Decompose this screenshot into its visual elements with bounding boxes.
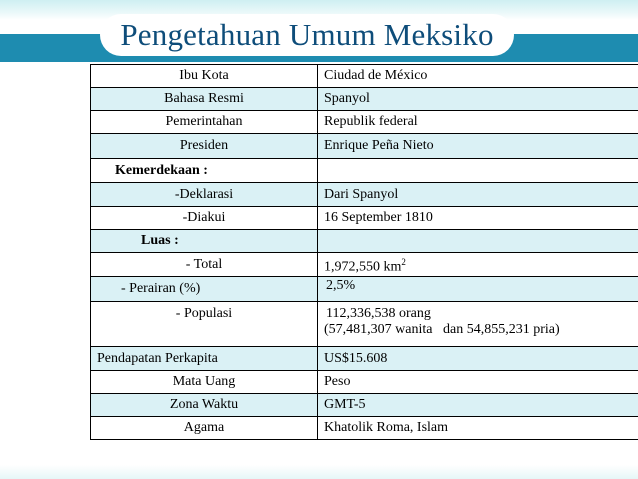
row-value: 16 September 1810 [318,207,638,230]
row-value [318,302,638,347]
table-row [91,253,638,277]
row-value: Enrique Peña Nieto [318,134,638,159]
table-row [91,88,638,111]
row-value: Peso [318,371,638,394]
row-label: Agama [91,417,318,440]
row-label: Mata Uang [91,371,318,394]
superscript: 2 [401,256,406,267]
row-label: - Perairan (%) [91,277,318,302]
row-value [318,230,638,253]
row-value [318,159,638,183]
row-value: 2,5% [318,277,638,302]
table-row [91,347,638,371]
row-value [318,253,638,277]
row-label: -Deklarasi [91,183,318,207]
row-label: Zona Waktu [91,394,318,417]
table-row-section [91,230,638,253]
section-label: Kemerdekaan : [91,159,318,183]
row-label: - Total [91,253,318,277]
table-row [91,417,638,440]
table-row [91,111,638,134]
table-row [91,371,638,394]
info-table [90,64,638,440]
section-label: Luas : [91,230,318,253]
table-row [91,302,638,347]
row-label: Pemerintahan [91,111,318,134]
row-label: Presiden [91,134,318,159]
table-row [91,394,638,417]
row-value: Dari Spanyol [318,183,638,207]
value-line-2: (57,481,307 wanita dan 54,855,231 pria) [324,322,560,337]
value-text: 1,972,550 km [324,259,402,275]
table-row [91,134,638,159]
table-row [91,65,638,88]
row-label: -Diakui [91,207,318,230]
row-value: Ciudad de México [318,65,638,88]
table-row [91,277,638,302]
row-value: Spanyol [318,88,638,111]
row-value: US$15.608 [318,347,638,371]
row-label: Ibu Kota [91,65,318,88]
row-label: - Populasi [91,302,318,347]
bottom-decoration-band [0,465,638,479]
value-line-1: 112,336,538 orang [326,306,431,321]
row-label: Pendapatan Perkapita [91,347,318,371]
title-pill [100,14,514,56]
table-row-section [91,159,638,183]
row-value: GMT-5 [318,394,638,417]
row-label: Bahasa Resmi [91,88,318,111]
table-row [91,183,638,207]
table-row [91,207,638,230]
row-value: Republik federal [318,111,638,134]
row-value: Khatolik Roma, Islam [318,417,638,440]
page-title: Pengetahuan Umum Meksiko [120,17,494,52]
